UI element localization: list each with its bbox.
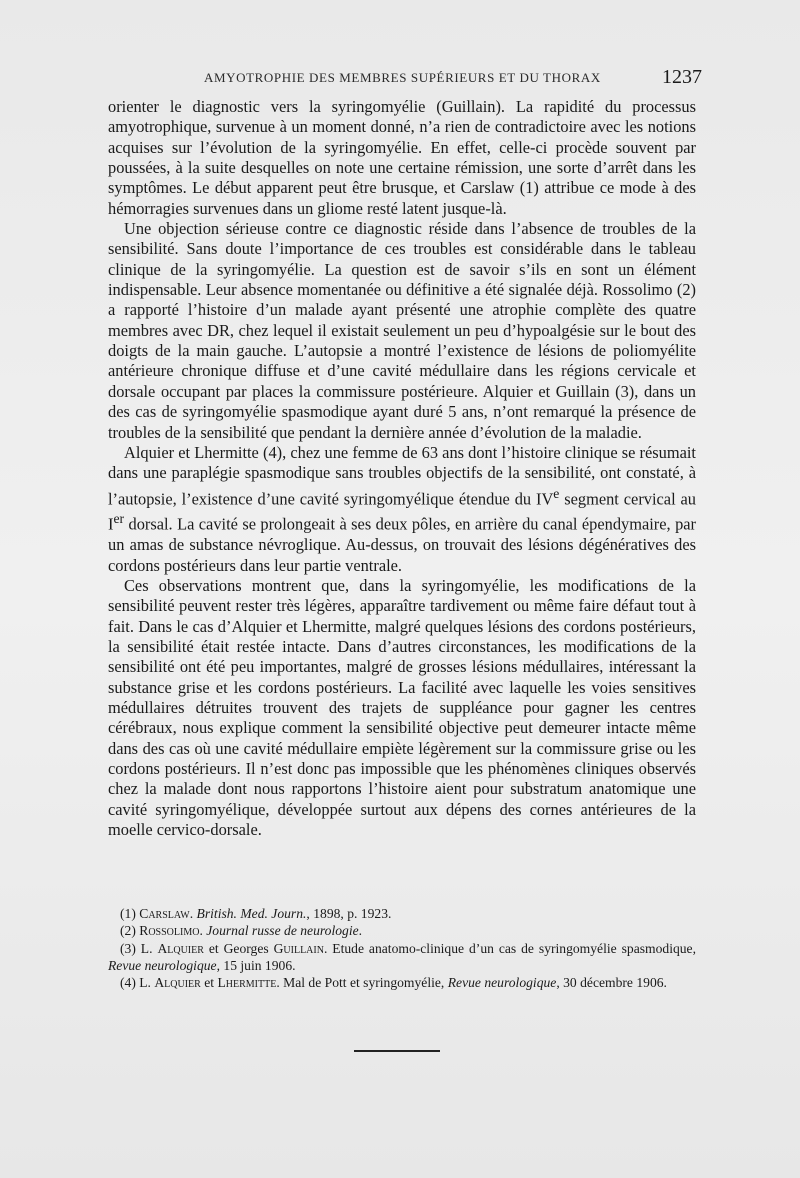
superscript-er: er	[113, 511, 125, 527]
footnotes	[108, 905, 696, 991]
footnote-1-author: Carslaw	[139, 906, 190, 921]
footnote-3-number: (3) L.	[120, 940, 158, 956]
footnote-1-journal: British. Med. Journ.	[196, 906, 307, 921]
paragraph-4: Ces observations montrent que, dans la syringomyélie, les modifications de la sensibilité peuvent rester très légères, apparaître tardivement ou même faire défaut tout à fait. Dans le cas d’Alquier et Lhermitte, malgré quelques lésions des cordons postérieurs, la sensibilité était restée intacte. Dans d’autres circonstances, les modifications de la sensibilité ont été peu importantes, malgré de grosses lésions médullaires, intéressant la substance grise et les cordons postérieurs. La facilité avec laquelle les voies sensitives médullaires détruites trouvent des trajets de suppléance pour gagner les centres cérébraux, nous explique comment la sensibilité objective peut demeurer intacte même dans des cas où une cavité médullaire empiète légèrement sur la commissure grise ou les cordons postérieurs. Il n’est donc pas impossible que les phénomènes cliniques observés chez la malade dont nous rapportons l’histoire aient pour substratum anatomique une cavité syringomyélique, développée surtout aux dépens des cornes antérieures de la moelle cervico-dorsale.	[108, 575, 696, 839]
footnote-3-author-2: Guillain	[273, 940, 324, 956]
footnote-1-number: (1)	[120, 906, 140, 921]
footnote-4-rest: , 30 décembre 1906.	[556, 975, 667, 991]
footnote-4-text: . Mal de Pott et syringomyélie,	[276, 975, 448, 991]
footnote-3-journal: Revue neurologique	[108, 957, 217, 973]
paragraph-2: Une objection sérieuse contre ce diagnostic réside dans l’absence de troubles de la sensibilité. Sans doute l’importance de ces troubles est considérable dans le tableau clinique de la syringomyélie. La question est de savoir s’ils en sont un élément indispensable. Leur absence momentanée ou définitive a été signalée déjà. Rossolimo (2) a rapporté l’histoire d’un malade ayant présenté une atrophie complète des quatre membres avec DR, chez lequel il existait seulement un peu d’hypoalgésie sur le bout des doigts de la main gauche. L’autopsie a montré l’existence de lésions de poliomyélite antérieure chronique diffuse et d’une cavité médullaire dans les régions cervicale et dorsale occupant par places la commissure postérieure. Alquier et Guillain (3), dans un des cas de syringomyélie spasmodique ayant duré 5 ans, n’ont remarqué la présence de troubles de la sensibilité que pendant la dernière année d’évolution de la maladie.	[108, 219, 696, 442]
end-rule-divider	[354, 1050, 440, 1052]
footnote-4-number: (4) L.	[120, 975, 155, 991]
footnote-2	[108, 922, 696, 939]
footnote-4-author-2: Lhermitte	[217, 975, 277, 991]
footnote-4-author-1: Alquier	[154, 975, 201, 991]
footnote-3-author-1: Alquier	[157, 940, 204, 956]
footnote-3	[108, 940, 696, 975]
footnote-4-mid: et	[200, 975, 218, 991]
footnote-3-mid: et Georges	[203, 940, 274, 956]
running-header	[108, 66, 702, 90]
running-title: AMYOTROPHIE DES MEMBRES SUPÉRIEURS ET DU THORAX	[204, 70, 601, 85]
footnote-1-rest: , 1898, p. 1923.	[306, 906, 392, 921]
paragraph-3-part-c: dorsal. La cavité se prolongeait à ses deux pôles, en arrière du canal épendymaire, par un amas de substance névroglique. Au-dessus, on trouvait des lésions dégénératives des cordons postérieurs dans leur partie ventrale.	[108, 514, 696, 575]
footnote-1-sep: .	[189, 906, 197, 921]
page-number: 1237	[662, 66, 702, 88]
footnote-2-number: (2)	[120, 923, 140, 939]
footnote-4	[108, 974, 696, 991]
paragraph-3-part-b: segment cervical au I	[108, 489, 696, 534]
footnote-2-rest: .	[358, 923, 363, 939]
paragraph-3-part-a: Alquier et Lhermitte (4), chez une femme de 63 ans dont l’histoire clinique se résumait dans une paraplégie spasmodique sans troubles objectifs de la sensibilité, ont constaté, à l’autopsie, l’existence d’une cavité syringomyélique étendue du IV	[108, 442, 696, 508]
footnote-1	[108, 905, 696, 922]
footnote-4-journal: Revue neurologique	[447, 975, 557, 991]
footnote-2-sep: .	[199, 923, 207, 939]
footnote-2-journal: Journal russe de neurologie	[206, 923, 359, 939]
footnote-3-rest: , 15 juin 1906.	[216, 957, 296, 973]
footnote-3-text: . Etude anatomo-clinique d’un cas de syringomyélie spasmodique,	[323, 940, 696, 956]
body-text	[108, 97, 696, 840]
paragraph-3	[108, 443, 696, 576]
superscript-e: e	[553, 485, 560, 501]
footnote-2-author: Rossolimo	[139, 923, 200, 939]
paragraph-1: orienter le diagnostic vers la syringomyélie (Guillain). La rapidité du processus amyotrophique, survenue à un moment donné, n’a rien de contradictoire avec les notions acquises sur l’évolution de la syringomyélie. En effet, celle-ci procède souvent par poussées, à la suite desquelles on note une certaine rémission, une sorte d’arrêt dans les symptômes. Le début apparent peut être brusque, et Carslaw (1) attribue ce mode à des hémorragies survenues dans un gliome resté latent jusque-là.	[108, 97, 696, 218]
